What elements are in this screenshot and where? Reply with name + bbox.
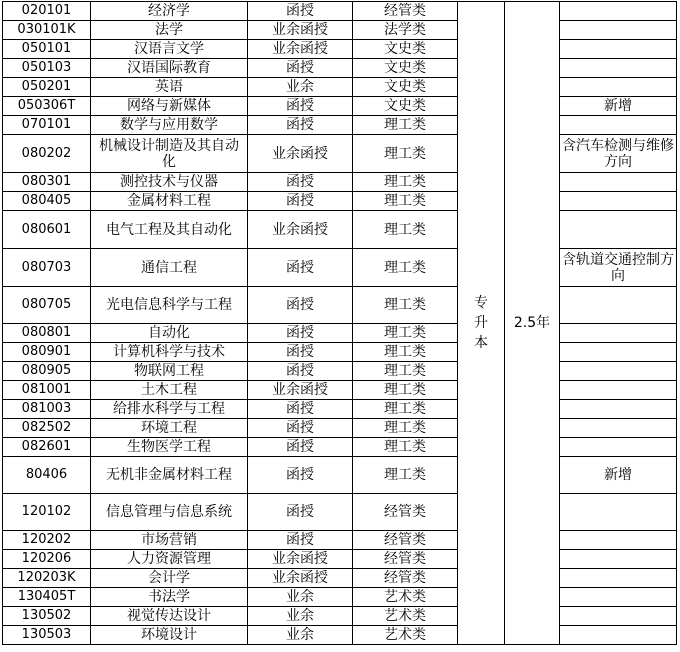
table-row: [3, 135, 677, 173]
note-cell: [560, 21, 677, 40]
study-mode-cell: 函授: [248, 249, 353, 287]
major-name-cell: 经济学: [91, 2, 248, 21]
major-code-cell: 120202: [3, 531, 91, 550]
category-cell: 理工类: [353, 438, 458, 457]
major-name-cell: 电气工程及其自动化: [91, 211, 248, 249]
major-code-cell: 80406: [3, 457, 91, 494]
table-row: [3, 419, 677, 438]
major-name-cell: 机械设计制造及其自动化: [91, 135, 248, 173]
major-code-cell: 082601: [3, 438, 91, 457]
study-mode-cell: 函授: [248, 287, 353, 324]
note-cell: [560, 381, 677, 400]
table-row: [3, 97, 677, 116]
major-name-cell: 汉语言文学: [91, 40, 248, 59]
table-row: [3, 588, 677, 607]
table-row: [3, 494, 677, 531]
major-code-cell: 130405T: [3, 588, 91, 607]
education-level-cell: [458, 2, 505, 645]
table-row: [3, 343, 677, 362]
note-cell: 含轨道交通控制方向: [560, 249, 677, 287]
major-code-cell: 120102: [3, 494, 91, 531]
major-code-cell: 080301: [3, 173, 91, 192]
majors-table-body: [3, 2, 677, 645]
category-cell: 理工类: [353, 287, 458, 324]
major-code-cell: 080705: [3, 287, 91, 324]
table-row: [3, 173, 677, 192]
note-cell: [560, 192, 677, 211]
major-code-cell: 080901: [3, 343, 91, 362]
study-duration-cell: 2.5年: [505, 2, 560, 645]
study-mode-cell: 业余函授: [248, 569, 353, 588]
major-code-cell: 081001: [3, 381, 91, 400]
category-cell: 艺术类: [353, 626, 458, 645]
major-name-cell: 书法学: [91, 588, 248, 607]
education-level-char: 升: [474, 315, 488, 331]
category-cell: 理工类: [353, 192, 458, 211]
note-cell: 新增: [560, 457, 677, 494]
category-cell: 理工类: [353, 419, 458, 438]
major-name-cell: 通信工程: [91, 249, 248, 287]
category-cell: 艺术类: [353, 588, 458, 607]
study-mode-cell: 函授: [248, 362, 353, 381]
study-mode-cell: 业余: [248, 626, 353, 645]
category-cell: 经管类: [353, 531, 458, 550]
note-cell: [560, 116, 677, 135]
study-mode-cell: 函授: [248, 494, 353, 531]
major-code-cell: 080601: [3, 211, 91, 249]
table-row: [3, 287, 677, 324]
major-name-cell: 环境工程: [91, 419, 248, 438]
major-code-cell: 070101: [3, 116, 91, 135]
category-cell: 文史类: [353, 40, 458, 59]
major-name-cell: 测控技术与仪器: [91, 173, 248, 192]
major-name-cell: 视觉传达设计: [91, 607, 248, 626]
study-mode-cell: 业余函授: [248, 550, 353, 569]
table-row: [3, 531, 677, 550]
category-cell: 文史类: [353, 97, 458, 116]
study-mode-cell: 函授: [248, 438, 353, 457]
note-cell: [560, 40, 677, 59]
study-mode-cell: 函授: [248, 531, 353, 550]
table-row: [3, 59, 677, 78]
category-cell: 理工类: [353, 381, 458, 400]
study-mode-cell: 业余函授: [248, 40, 353, 59]
table-row: [3, 569, 677, 588]
major-name-cell: 无机非金属材料工程: [91, 457, 248, 494]
note-cell: [560, 550, 677, 569]
category-cell: 理工类: [353, 362, 458, 381]
major-name-cell: 数学与应用数学: [91, 116, 248, 135]
note-cell: [560, 324, 677, 343]
table-row: [3, 249, 677, 287]
major-name-cell: 自动化: [91, 324, 248, 343]
note-cell: [560, 438, 677, 457]
category-cell: 理工类: [353, 211, 458, 249]
table-row: [3, 21, 677, 40]
category-cell: 理工类: [353, 249, 458, 287]
major-name-cell: 计算机科学与技术: [91, 343, 248, 362]
table-row: [3, 192, 677, 211]
table-row: [3, 362, 677, 381]
category-cell: 理工类: [353, 116, 458, 135]
note-cell: [560, 59, 677, 78]
major-name-cell: 人力资源管理: [91, 550, 248, 569]
table-row: [3, 78, 677, 97]
major-code-cell: 120206: [3, 550, 91, 569]
study-mode-cell: 函授: [248, 116, 353, 135]
major-code-cell: 080801: [3, 324, 91, 343]
table-row: [3, 400, 677, 419]
table-row: [3, 457, 677, 494]
category-cell: 文史类: [353, 78, 458, 97]
major-name-cell: 金属材料工程: [91, 192, 248, 211]
study-mode-cell: 函授: [248, 173, 353, 192]
study-mode-cell: 业余函授: [248, 211, 353, 249]
note-cell: [560, 626, 677, 645]
table-row: [3, 626, 677, 645]
major-code-cell: 080405: [3, 192, 91, 211]
category-cell: 经管类: [353, 494, 458, 531]
major-code-cell: 030101K: [3, 21, 91, 40]
study-mode-cell: 函授: [248, 192, 353, 211]
major-name-cell: 给排水科学与工程: [91, 400, 248, 419]
table-row: [3, 607, 677, 626]
major-name-cell: 会计学: [91, 569, 248, 588]
note-cell: [560, 531, 677, 550]
note-cell: [560, 607, 677, 626]
note-cell: 含汽车检测与维修方向: [560, 135, 677, 173]
study-mode-cell: 函授: [248, 324, 353, 343]
note-cell: [560, 287, 677, 324]
table-row: [3, 381, 677, 400]
table-row: [3, 438, 677, 457]
category-cell: 艺术类: [353, 607, 458, 626]
category-cell: 理工类: [353, 324, 458, 343]
major-code-cell: 130502: [3, 607, 91, 626]
major-code-cell: 050103: [3, 59, 91, 78]
major-code-cell: 080905: [3, 362, 91, 381]
education-level-char: 专: [474, 295, 488, 311]
study-mode-cell: 函授: [248, 97, 353, 116]
study-mode-cell: 函授: [248, 2, 353, 21]
table-row: [3, 324, 677, 343]
category-cell: 理工类: [353, 457, 458, 494]
note-cell: [560, 494, 677, 531]
major-code-cell: 081003: [3, 400, 91, 419]
major-name-cell: 汉语国际教育: [91, 59, 248, 78]
major-name-cell: 生物医学工程: [91, 438, 248, 457]
study-mode-cell: 业余函授: [248, 135, 353, 173]
major-name-cell: 土木工程: [91, 381, 248, 400]
table-row: [3, 40, 677, 59]
category-cell: 理工类: [353, 173, 458, 192]
major-name-cell: 光电信息科学与工程: [91, 287, 248, 324]
note-cell: [560, 419, 677, 438]
note-cell: [560, 400, 677, 419]
study-mode-cell: 业余函授: [248, 21, 353, 40]
major-name-cell: 环境设计: [91, 626, 248, 645]
major-code-cell: 050201: [3, 78, 91, 97]
majors-table: [2, 1, 677, 645]
table-row: [3, 116, 677, 135]
note-cell: [560, 343, 677, 362]
major-code-cell: 080703: [3, 249, 91, 287]
major-name-cell: 法学: [91, 21, 248, 40]
category-cell: 经管类: [353, 569, 458, 588]
category-cell: 理工类: [353, 135, 458, 173]
note-cell: [560, 173, 677, 192]
major-code-cell: 082502: [3, 419, 91, 438]
table-row: [3, 550, 677, 569]
study-mode-cell: 业余函授: [248, 381, 353, 400]
note-cell: [560, 588, 677, 607]
note-cell: [560, 2, 677, 21]
major-code-cell: 080202: [3, 135, 91, 173]
category-cell: 经管类: [353, 2, 458, 21]
major-code-cell: 050101: [3, 40, 91, 59]
table-row: [3, 2, 677, 21]
major-code-cell: 130503: [3, 626, 91, 645]
major-code-cell: 120203K: [3, 569, 91, 588]
table-row: [3, 211, 677, 249]
study-mode-cell: 业余: [248, 78, 353, 97]
study-mode-cell: 函授: [248, 419, 353, 438]
category-cell: 经管类: [353, 550, 458, 569]
study-mode-cell: 业余: [248, 588, 353, 607]
education-level-char: 本: [474, 335, 488, 351]
study-mode-cell: 业余: [248, 607, 353, 626]
category-cell: 法学类: [353, 21, 458, 40]
note-cell: [560, 78, 677, 97]
major-name-cell: 市场营销: [91, 531, 248, 550]
study-mode-cell: 函授: [248, 457, 353, 494]
study-mode-cell: 函授: [248, 343, 353, 362]
major-name-cell: 物联网工程: [91, 362, 248, 381]
major-code-cell: 050306T: [3, 97, 91, 116]
note-cell: [560, 362, 677, 381]
category-cell: 理工类: [353, 343, 458, 362]
note-cell: 新增: [560, 97, 677, 116]
major-code-cell: 020101: [3, 2, 91, 21]
category-cell: 理工类: [353, 400, 458, 419]
major-name-cell: 网络与新媒体: [91, 97, 248, 116]
major-name-cell: 英语: [91, 78, 248, 97]
category-cell: 文史类: [353, 59, 458, 78]
major-name-cell: 信息管理与信息系统: [91, 494, 248, 531]
study-mode-cell: 函授: [248, 400, 353, 419]
note-cell: [560, 211, 677, 249]
note-cell: [560, 569, 677, 588]
study-mode-cell: 函授: [248, 59, 353, 78]
